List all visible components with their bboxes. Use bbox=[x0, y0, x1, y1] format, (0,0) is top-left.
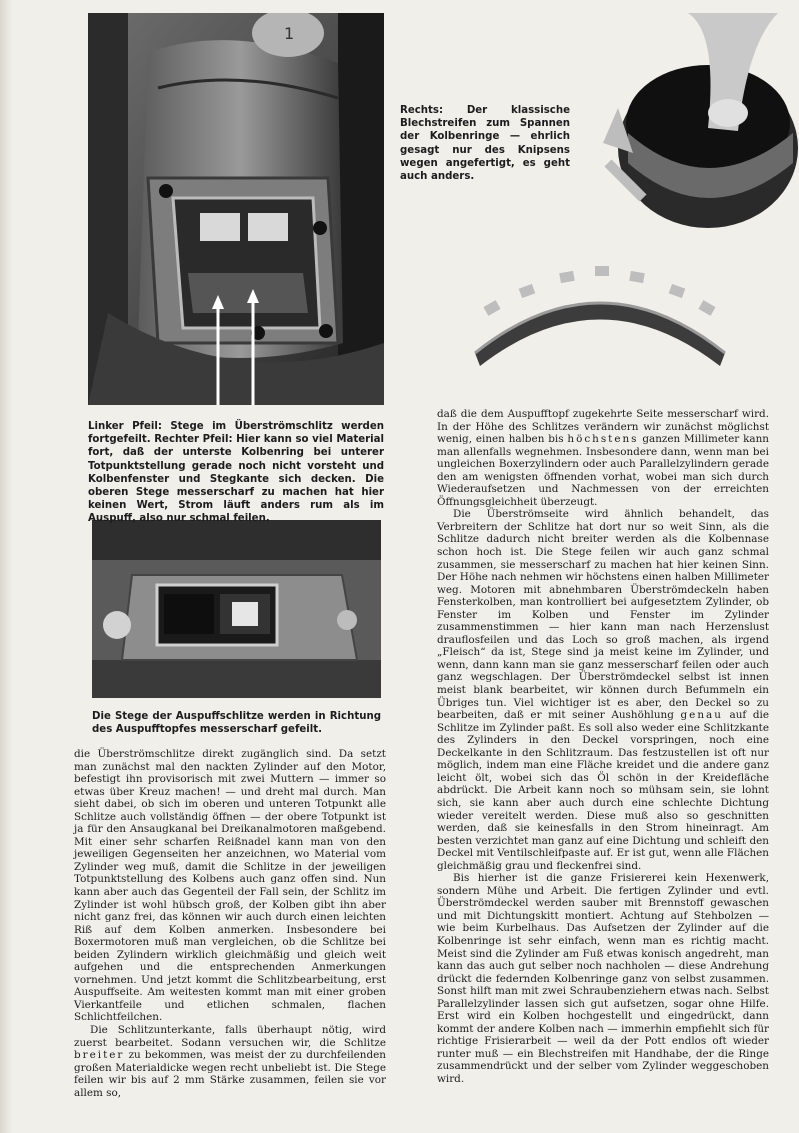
caption-ring-compressor: Rechts: Der klassische Blechstreifen zum Spannen der Kolbenringe — ehrlich gesagt nur des Knipsens wegen angefertigt, es geht auch anders. bbox=[400, 105, 570, 183]
right-paragraph-1: daß die dem Auspufftopf zugekehrte Seite messerscharf wird. In der Höhe des Schlitzes verändern wir zunächst möglichst wenig, einen halben bis höchstens ganzen Millimeter kann man allenfalls wegnehmen. Insbesondere dann, wenn man bei ungleichen Boxerzylindern oder auch Parallelzylindern gerade den am wenigsten öffnenden vorhat, wobei man sich durch Wiederaufsetzen und Nachmessen von der erreichten Öffnungsgleichheit überzeugt. bbox=[437, 408, 769, 508]
right-paragraph-2: Die Überströmseite wird ähnlich behandelt, das Verbreitern der Schlitze hat dort nur so weit Sinn, als die Schlitze dadurch nicht breiter werden als die Kolbennase schon hoch ist. Die Stege feilen wir auch ganz schmal zusammen, sie messerscharf zu machen hat hier keinen Sinn. Der Höhe nach nehmen wir höchstens einen halben Millimeter weg. Motoren mit abnehmbaren Überströmdeckeln haben Fensterkolben, man kontrolliert bei aufgesetztem Zylinder, ob Fenster im Kolben und Fenster im Zylinder zusammenstimmen — hier kann man nach Herzenslust drauflosfeilen und das Loch so groß machen, als irgend „Fleisch“ da ist, Stege sind ja meist keine im Zylinder, und wenn, dann kann man sie ganz messerscharf feilen oder auch ganz wegschlagen. Der Überströmdeckel selbst ist innen meist blank bearbeitet, wir können durch Befummeln ein Übriges tun. Viel wichtiger ist es aber, den Deckel so zu bearbeiten, daß er mit seiner Aushöhlung genau auf die Schlitze im Zylinder paßt. Es soll also weder eine Schlitzkante des Zylinders in den Deckel vorspringen, noch eine Deckelkante in den Schlitzraum. Das festzustellen ist oft nur möglich, indem man eine Fläche kreidet und die andere ganz leicht ölt, wobei sich das Öl schön in der Kreidefläche abdrückt. Die Arbeit kann noch so mühsam sein, sie lohnt sich, sie kann aber auch durch eine schlechte Dichtung wieder vereitelt werden. Diese muß also so geschnitten werden, daß sie keinesfalls in den Strom hineinragt. Am besten verzichtet man ganz auf eine Dichtung und schleift den Deckel mit Ventilschleifpaste auf. Er ist gut, wenn alle Flächen gleichmäßig grau und fleckenfrei sind. bbox=[437, 508, 769, 872]
left-paragraph-2: Die Schlitzunterkante, falls überhaupt nötig, wird zuerst bearbeitet. Sodann versuchen wir, die Schlitze breiter zu bekommen, was meist der zu durchfeilenden großen Materialdicke wegen recht unbeliebt ist. Die Stege feilen wir bis auf 2 mm Stärke zusammen, feilen sie vor allem so, bbox=[74, 1024, 386, 1099]
left-column bbox=[74, 748, 386, 1099]
right-paragraph-3: Bis hierher ist die ganze Frisiererei kein Hexenwerk, sondern Mühe und Arbeit. Die fertigen Zylinder und evtl. Überströmdeckel werden sauber mit Brennstoff gewaschen und mit Dichtungskitt montiert. Achtung auf Stehbolzen — wie beim Kurbelhaus. Das Aufsetzen der Zylinder auf die Kolbenringe ist sehr einfach, wenn man es richtig macht. Meist sind die Zylinder am Fuß etwas konisch angedreht, man kann das auch gut selber noch nachholen — diese Andrehung drückt die federnden Kolbenringe ganz von selbst zusammen. Sonst hilft man mit zwei Schraubenziehern etwas nach. Selbst Parallelzylinder lassen sich gut aufsetzen, sogar ohne Hilfe. Erst wird ein Kolben hochgestellt und eingedrückt, dann kommt der andere Kolben nach — immerhin empfiehlt sich für richtige Frisierarbeit — weil da der Pott endlos oft wieder runter muß — ein Blechstreifen mit Handhabe, der die Ringe zusammendrückt und der selber vom Zylinder weggeschoben wird. bbox=[437, 872, 769, 1085]
right-column bbox=[437, 408, 769, 1086]
page-edge bbox=[0, 0, 12, 1133]
cylinder-number-label: 1 bbox=[284, 24, 295, 43]
cylinder-transfer-port-photo bbox=[88, 13, 384, 405]
caption-transfer-port-arrows: Linker Pfeil: Stege im Überströmschlitz werden fortgefeilt. Rechter Pfeil: Hier kann so viel Material fort, daß der unterste Kolbenring bei unterer Totpunktstellung gerade noch nicht vorsteht und Kolbenfenster und Stegkante sich decken. Die oberen Stege messerscharf zu machen hat hier keinen Wert, Strom läuft anders rum als im Auspuff, also nur schmal feilen. bbox=[88, 421, 384, 525]
ring-compressor-photo bbox=[588, 13, 799, 235]
caption-exhaust-ports: Die Stege der Auspuffschlitze werden in Richtung des Auspufftopfes messerscharf gefeilt. bbox=[92, 711, 381, 736]
left-paragraph-1: die Überströmschlitze direkt zugänglich sind. Da setzt man zunächst mal den nackten Zylinder auf den Motor, befestigt ihn provisorisch mit zwei Muttern — immer so etwas über Kreuz machen! — und dreht mal durch. Man sieht dabei, ob sich im oberen und unteren Totpunkt alle Schlitze auch vollständig öffnen — der obere Totpunkt ist ja für den Ansaugkanal bei Dreikanalmotoren maßgebend. Mit einer sehr scharfen Reißnadel kann man von den jeweiligen Gegenseiten her anzeichnen, wo Material vom Zylinder weg muß, damit die Schlitze in der jeweiligen Totpunktstellung des Kolbens auch ganz offen sind. Nun kann aber auch das Gegenteil der Fall sein, der Schlitz im Zylinder ist wohl hübsch groß, der Kolben gibt ihn aber nicht ganz frei, das können wir auch durch einen leichten Riß auf dem Kolben anmerken. Insbesondere bei Boxermotoren muß man vergleichen, ob die Schlitze bei beiden Zylindern wirklich gleichmäßig und gleich weit aufgehen und die entsprechenden Anmerkungen vornehmen. Und jetzt kommt die Schlitzbearbeitung, erst Auspuffseite. Am weitesten kommt man mit einer groben Vierkantfeile und etlichen schmalen, flachen Schlichtfeilchen. bbox=[74, 748, 386, 1024]
exhaust-port-photo bbox=[92, 520, 381, 698]
metal-strip-photo bbox=[470, 258, 730, 370]
